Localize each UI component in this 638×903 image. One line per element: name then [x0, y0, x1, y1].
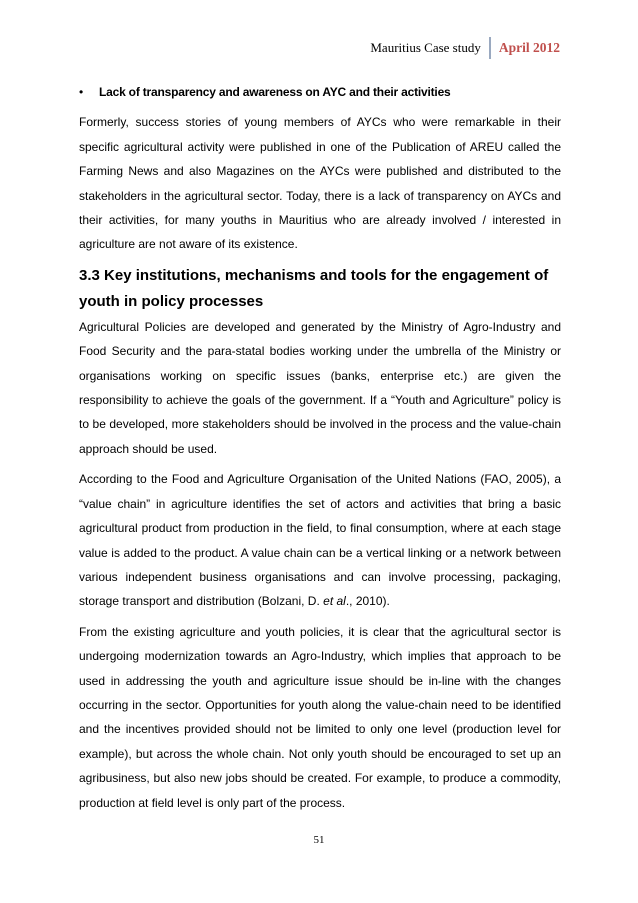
header-doc-title: Mauritius Case study: [370, 40, 481, 55]
bullet-item: [79, 80, 561, 104]
paragraph-modernization: From the existing agriculture and youth policies, it is clear that the agricultural sector is undergoing modernization towards an Agro-Industry, which implies that approach to be used in addressing the youth and agriculture issue should be in-line with the changes occurring in the sector. Opportunities for youth along the value-chain need to be identified and the incentives provided should not be limited to only one level (production level for example), but across the whole chain. Not only youth should be encouraged to set up an agribusiness, but also new jobs should be created. For example, to produce a commodity, production at field level is only part of the process.: [79, 624, 561, 810]
citation-et-al: et al: [323, 594, 346, 609]
paragraph-value-chain: [79, 467, 561, 613]
running-header: [370, 37, 560, 59]
page-number: 51: [313, 834, 325, 846]
bullet-text: Lack of transparency and awareness on AYC and their activities: [99, 85, 451, 99]
paragraph-agricultural-policies: Agricultural Policies are developed and generated by the Ministry of Agro-Industry and Food Security and the para-statal bodies working under the umbrella of the Ministry or organisations working on specific issues (banks, enterprise etc.) are given the responsibility to achieve the goals of the government. If a “Youth and Agriculture” policy is to be developed, more stakeholders should be involved in the process and the value-chain approach should be used.: [79, 319, 561, 456]
page-body: [79, 80, 561, 821]
bullet-glyph: •: [79, 85, 84, 99]
section-heading: 3.3 Key institutions, mechanisms and tools for the engagement of youth in policy processes: [79, 266, 549, 310]
citation-year: ., 2010).: [345, 594, 390, 609]
value-chain-text: According to the Food and Agriculture Organisation of the United Nations (FAO, 2005), a “value chain” in agriculture identifies the set of actors and activities that bring a basic agricultural product from production in the field, to final consumption, where at each stage value is added to the product. A value chain can be a vertical linking or a network between various independent business organisations and can involve processing, packaging, storage transport and distribution (Bolzani, D.: [79, 472, 561, 609]
header-date: April 2012: [498, 40, 560, 55]
paragraph-ayc-transparency: Formerly, success stories of young members of AYCs who were remarkable in their specific agricultural activity were published in one of the Publication of AREU called the Farming News and also Magazines on the AYCs were published and distributed to the stakeholders in the agricultural sector. Today, there is a lack of transparency on AYCs and their activities, for many youths in Mauritius who are already involved / interested in agriculture are not aware of its existence.: [79, 115, 561, 252]
